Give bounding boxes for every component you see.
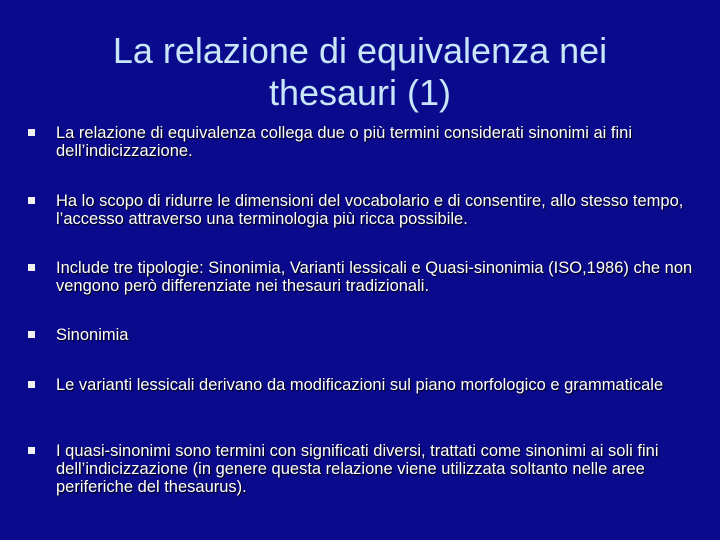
square-bullet-icon <box>28 264 35 271</box>
bullet-item <box>28 259 708 295</box>
bullet-text: La relazione di equivalenza collega due o più termini considerati sinonimi ai fini dell’indicizzazione. <box>56 124 633 160</box>
bullet-item <box>28 326 708 344</box>
bullet-text: I quasi-sinonimi sono termini con significati diversi, trattati come sinonimi ai soli fini dell’indicizzazione (in genere questa relazione viene utilizzata soltanto nelle aree periferiche del thesaurus). <box>56 442 659 496</box>
bullet-item <box>28 442 708 496</box>
slide-title-line-1: La relazione di equivalenza nei <box>112 30 608 71</box>
bullet-item <box>28 376 708 394</box>
bullet-text: Le varianti lessicali derivano da modificazioni sul piano morfologico e grammaticale <box>56 376 664 394</box>
bullet-text: Ha lo scopo di ridurre le dimensioni del vocabolario e di consentire, allo stesso tempo, l’accesso attraverso una terminologia più ricca possibile. <box>56 192 684 228</box>
bullet-text: Include tre tipologie: Sinonimia, Varianti lessicali e Quasi-sinonimia (ISO,1986) che non vengono però differenziate nei thesauri tradizionali. <box>56 259 693 295</box>
bullet-text: Sinonimia <box>56 326 129 344</box>
slide-title-line-2: thesauri (1) <box>268 72 452 113</box>
bullet-item <box>28 124 708 160</box>
slide-title <box>40 30 680 114</box>
square-bullet-icon <box>28 447 35 454</box>
square-bullet-icon <box>28 197 35 204</box>
bullet-item <box>28 192 708 228</box>
square-bullet-icon <box>28 381 35 388</box>
square-bullet-icon <box>28 331 35 338</box>
square-bullet-icon <box>28 129 35 136</box>
